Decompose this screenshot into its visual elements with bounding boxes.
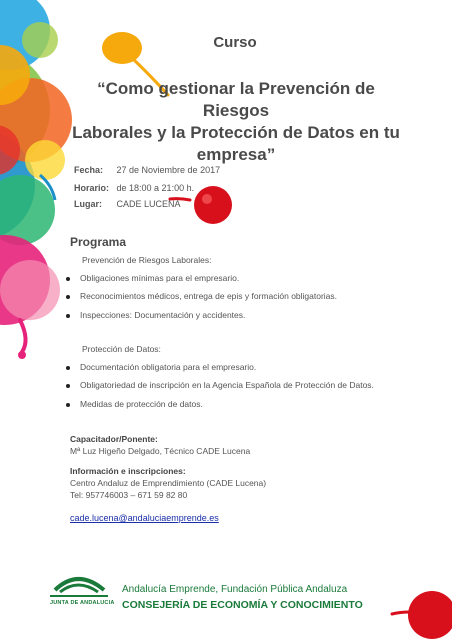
list-item xyxy=(66,380,374,390)
list-item xyxy=(66,273,239,283)
section-title: Protección de Datos: xyxy=(82,344,161,354)
capacitador-label: Capacitador/Ponente: xyxy=(70,434,158,444)
footer-foundation: Andalucía Emprende, Fundación Pública Andaluza xyxy=(122,584,348,595)
list-item xyxy=(66,291,337,301)
detail-label: Horario: xyxy=(74,183,110,193)
bullet-icon xyxy=(66,295,70,299)
email-link[interactable]: cade.lucena@andaluciaemprende.es xyxy=(70,513,219,523)
junta-logo-text: JUNTA DE ANDALUCIA xyxy=(50,600,115,606)
detail-value: de 18:00 a 21:00 h. xyxy=(116,183,195,193)
detail-value: 27 de Noviembre de 2017 xyxy=(116,165,221,175)
bullet-icon xyxy=(66,277,70,281)
detail-label: Fecha: xyxy=(74,165,104,175)
programa-title: Programa xyxy=(70,235,127,249)
title-line: “Como gestionar la Prevención de Riesgos xyxy=(97,79,375,120)
list-item-text: Medidas de protección de datos. xyxy=(80,399,203,409)
list-item xyxy=(66,362,256,372)
list-item-text: Obligaciones mínimas para el empresario. xyxy=(80,273,240,283)
informacion-label: Información e inscripciones: xyxy=(70,466,186,476)
title-line: empresa” xyxy=(196,145,276,164)
list-item-text: Obligatoriedad de inscripción en la Agencia Española de Protección de Datos. xyxy=(80,380,374,390)
detail-time xyxy=(74,183,194,193)
bullet-icon xyxy=(66,384,70,388)
detail-value: CADE LUCENA xyxy=(116,199,181,209)
list-item-text: Documentación obligatoria para el empresario. xyxy=(80,362,257,372)
detail-date xyxy=(74,165,220,175)
list-item-text: Inspecciones: Documentación y accidentes. xyxy=(80,310,246,320)
course-heading: Curso xyxy=(213,34,257,51)
informacion-phone: Tel: 957746003 – 671 59 82 80 xyxy=(70,490,188,500)
detail-label: Lugar: xyxy=(74,199,102,209)
informacion-line1: Centro Andaluz de Emprendimiento (CADE Lucena) xyxy=(70,478,267,488)
detail-place xyxy=(74,199,181,209)
informacion-block xyxy=(70,465,266,501)
section-title: Prevención de Riesgos Laborales: xyxy=(82,255,212,265)
course-title xyxy=(68,78,404,166)
bullet-icon xyxy=(66,403,70,407)
title-line: Laborales y la Protección de Datos en tu xyxy=(72,123,400,142)
bullet-icon xyxy=(66,366,70,370)
footer-consejeria: CONSEJERÍA DE ECONOMÍA Y CONOCIMIENTO xyxy=(122,599,363,611)
bullet-icon xyxy=(66,314,70,318)
capacitador-value: Mª Luz Higeño Delgado, Técnico CADE Lucena xyxy=(70,446,251,456)
list-item xyxy=(66,399,203,409)
list-item xyxy=(66,310,245,320)
capacitador-block xyxy=(70,433,250,457)
list-item-text: Reconocimientos médicos, entrega de epis y formación obligatorias. xyxy=(80,291,338,301)
